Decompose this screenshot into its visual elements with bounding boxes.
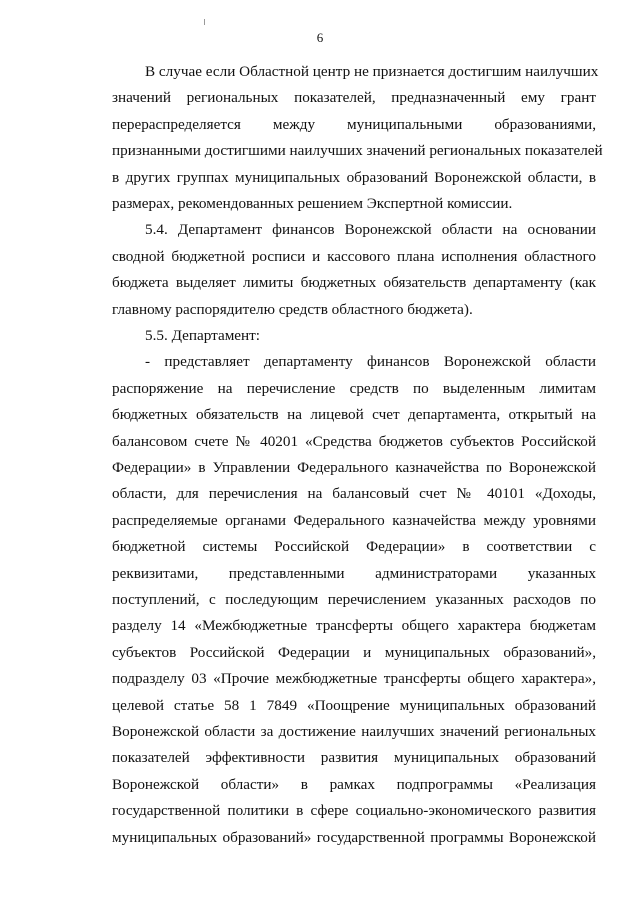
- text-line: подразделу 03 «Прочие межбюджетные трансферты общего характера»,: [112, 670, 596, 688]
- text-line: сводной бюджетной росписи и кассового плана исполнения областного: [112, 247, 596, 265]
- text-line: субъектов Российской Федерации и муниципальных образований»,: [112, 643, 596, 661]
- text-line: муниципальных образований» государственной программы Воронежской: [112, 828, 596, 846]
- text-line: области, для перечисления на балансовый счет № 40101 «Доходы,: [112, 485, 596, 503]
- text-line: 5.4. Департамент финансов Воронежской области на основании: [145, 221, 596, 239]
- text-line: целевой статье 58 1 7849 «Поощрение муниципальных образований: [112, 696, 596, 714]
- scan-mark: [204, 19, 205, 25]
- text-line: Воронежской области» в рамках подпрограммы «Реализация: [112, 775, 596, 793]
- text-line: главному распорядителю средств областного бюджета).: [112, 300, 473, 318]
- text-line: показателей эффективности развития муниципальных образований: [112, 749, 596, 767]
- text-line: реквизитами, представленными администраторами указанных: [112, 564, 596, 582]
- text-line: бюджетной системы Российской Федерации» в соответствии с: [112, 538, 596, 556]
- text-line: признанными достигшими наилучших значений региональных показателей: [112, 142, 603, 160]
- text-line: 5.5. Департамент:: [145, 327, 261, 344]
- text-line: в других группах муниципальных образований Воронежской области, в: [112, 168, 596, 186]
- text-line: бюджетных обязательств на лицевой счет департамента, открытый на: [112, 406, 596, 424]
- text-line: распоряжение на перечисление средств по выделенным лимитам: [112, 379, 596, 397]
- text-line: значений региональных показателей, предназначенный ему грант: [112, 89, 596, 107]
- text-line: размерах, рекомендованных решением Экспертной комиссии.: [112, 195, 513, 212]
- page-number: 6: [316, 30, 324, 45]
- text-line: бюджета выделяет лимиты бюджетных обязательств департаменту (как: [112, 274, 596, 292]
- text-line: поступлений, с последующим перечислением указанных расходов по: [112, 591, 596, 608]
- text-line: - представляет департаменту финансов Воронежской области: [145, 353, 596, 371]
- text-line: перераспределяется между муниципальными образованиями,: [112, 115, 596, 133]
- text-line: Воронежской области за достижение наилучших значений региональных: [112, 723, 596, 740]
- text-line: балансовом счете № 40201 «Средства бюджетов субъектов Российской: [112, 432, 596, 450]
- text-line: В случае если Областной центр не признается достигшим наилучших: [145, 63, 599, 80]
- text-line: распределяемые органами Федерального казначейства между уровнями: [112, 511, 596, 529]
- text-line: Федерации» в Управлении Федерального казначейства по Воронежской: [112, 459, 596, 476]
- text-line: государственной политики в сфере социально-экономического развития: [112, 802, 596, 820]
- text-line: разделу 14 «Межбюджетные трансферты общего характера бюджетам: [112, 617, 596, 635]
